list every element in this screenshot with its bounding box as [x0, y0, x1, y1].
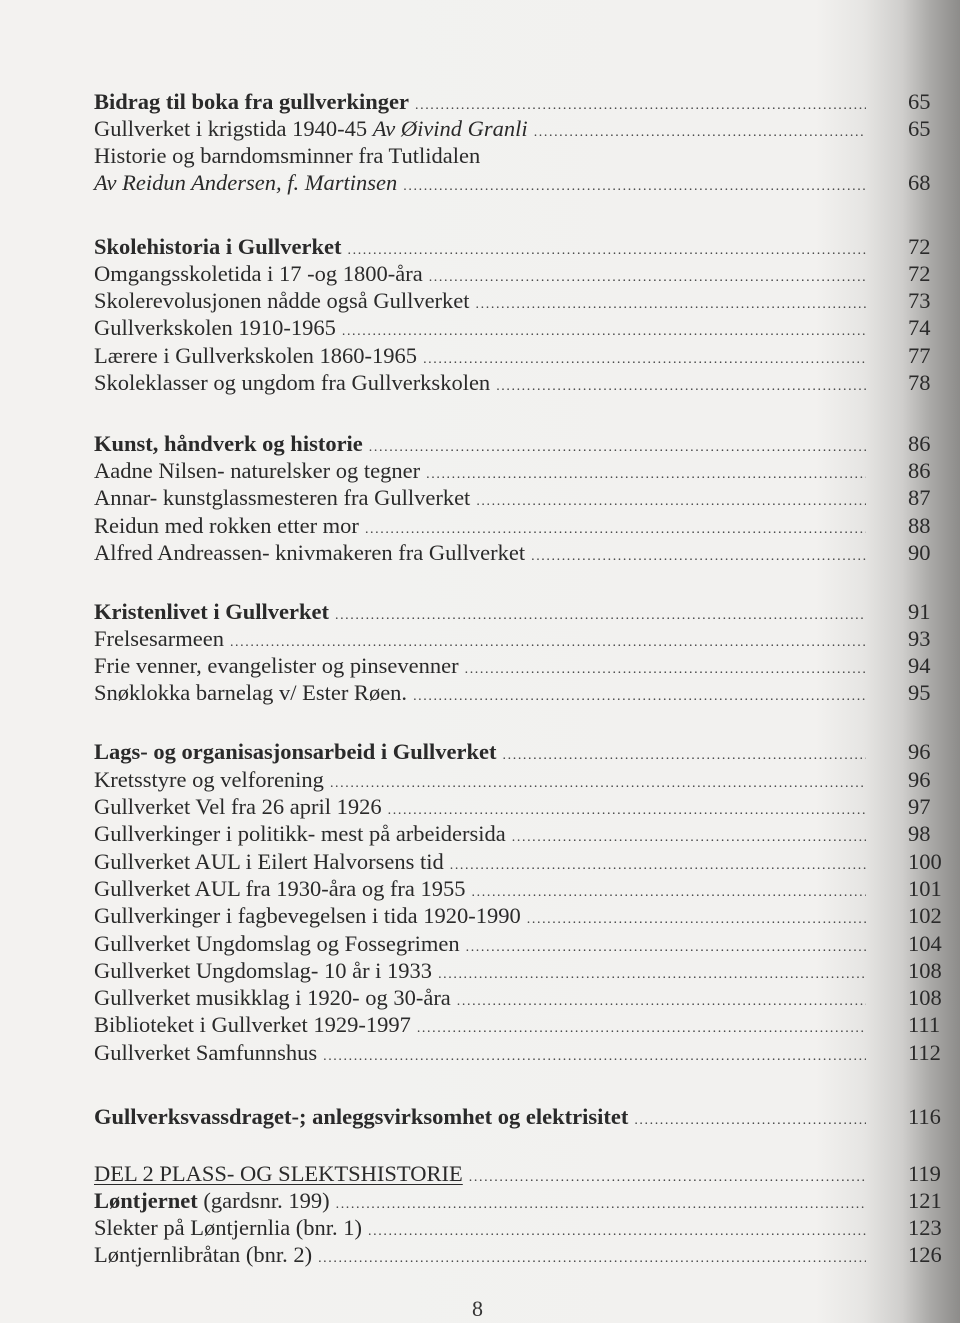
toc-entry-page: 95 [908, 680, 931, 705]
toc-entry-title [94, 679, 407, 707]
toc-entry-page: 77 [908, 343, 931, 368]
toc-entry-title [94, 902, 521, 930]
toc-entry-title-text: Gullverksvassdraget-; anleggsvirksomhet og elektrisitet [94, 1104, 629, 1129]
toc-entry-title [94, 766, 324, 794]
toc-entry-title-text: Annar- kunstglassmesteren fra Gullverket [94, 485, 471, 510]
toc-entry-title-text: Løntjernlibråtan (bnr. 2) [94, 1242, 313, 1267]
toc-entry-title-bold: Løntjernet [94, 1188, 198, 1213]
toc-entry-title-text: Gullverkskolen 1910-1965 [94, 315, 336, 340]
dot-leader [318, 1245, 866, 1273]
toc-entry-title [94, 169, 397, 197]
toc-entry-author: Av Reidun Andersen, f. Martinsen [94, 170, 398, 195]
dot-leader [531, 543, 866, 571]
toc-entry-title [94, 930, 460, 958]
toc-entry-title-text: Gullverkinger i fagbevegelsen i tida 1920-1990 [94, 903, 521, 928]
toc-entry-page: 104 [908, 931, 942, 956]
toc-entry-page: 93 [908, 626, 931, 651]
toc-entry-page: 96 [908, 739, 931, 764]
toc-entry-title-text: Kristenlivet i Gullverket [94, 599, 329, 624]
toc-entry-title [94, 652, 459, 680]
toc-entry-title [94, 1214, 362, 1242]
toc-entry-title [94, 875, 466, 903]
toc-entry-title-text: Snøklokka barnelag v/ Ester Røen. [94, 680, 408, 705]
toc-entry-page: 123 [908, 1215, 942, 1240]
toc-entry-page: 102 [908, 903, 942, 928]
toc-entry-page: 111 [908, 1012, 941, 1037]
toc-entry-page: 94 [908, 653, 931, 678]
toc-entry-title-text: Kunst, håndverk og historie [94, 431, 363, 456]
toc-entry-title-text: Lags- og organisasjonsarbeid i Gullverket [94, 739, 497, 764]
toc-entry-title-text: Gullverket i krigstida 1940-45 [94, 116, 373, 141]
toc-entry-title [94, 233, 342, 261]
toc-entry-page: 112 [908, 1040, 941, 1065]
toc-entry-page: 98 [908, 821, 931, 846]
toc-entry-title [94, 539, 525, 567]
toc-entry-title [94, 115, 528, 143]
toc-entry-title-text: Gullverket Ungdomslag og Fossegrimen [94, 931, 460, 956]
toc-entry [94, 369, 931, 401]
toc-entry-title [94, 625, 224, 653]
toc-entry-title-text: Lærere i Gullverkskolen 1860-1965 [94, 343, 418, 368]
toc-entry-title-text: Skolerevolusjonen nådde også Gullverket [94, 288, 470, 313]
toc-entry [94, 169, 931, 201]
toc-entry-title [94, 88, 409, 116]
toc-entry [94, 1103, 941, 1135]
toc-entry-page: 73 [908, 288, 931, 313]
toc-entry-title-text: Skolehistoria i Gullverket [94, 234, 342, 259]
toc-entry-page: 74 [908, 315, 931, 340]
toc-entry-page: 91 [908, 599, 931, 624]
toc-entry-title-text: Alfred Andreassen- knivmakeren fra Gullverket [94, 540, 526, 565]
toc-entry-title-text: Reidun med rokken etter mor [94, 513, 359, 538]
toc-entry [94, 539, 931, 571]
toc-entry-page: 108 [908, 958, 942, 983]
toc-entry-title-text: Biblioteket i Gullverket 1929-1997 [94, 1012, 411, 1037]
toc-entry-page: 65 [908, 116, 931, 141]
toc-entry-page: 78 [908, 370, 931, 395]
toc-entry-title [94, 1187, 330, 1215]
toc-entry-page: 126 [908, 1242, 942, 1267]
toc-entry-title [94, 260, 423, 288]
toc-entry-title-text: Omgangsskoletida i 17 -og 1800-åra [94, 261, 423, 286]
toc-entry-page: 116 [908, 1104, 941, 1129]
toc-entry-title [94, 457, 420, 485]
toc-entry-title-text: Slekter på Løntjernlia (bnr. 1) [94, 1215, 363, 1240]
toc-entry-author: Av Øivind Granli [372, 116, 528, 141]
toc-entry-title [94, 1039, 317, 1067]
toc-entry-title-text: Gullverket Vel fra 26 april 1926 [94, 794, 382, 819]
dot-leader [496, 373, 866, 401]
toc-entry-title [94, 287, 470, 315]
toc-entry-title-suffix: (gardsnr. 199) [197, 1188, 330, 1213]
toc-entry [94, 1241, 942, 1273]
toc-entry-title-text: Gullverket AUL i Eilert Halvorsens tid [94, 849, 444, 874]
toc-entry-title-text: Kretsstyre og velforening [94, 767, 324, 792]
toc-entry-title [94, 1103, 628, 1131]
dot-leader [634, 1107, 866, 1135]
toc-entry-title [94, 369, 490, 397]
toc-entry-page: 72 [908, 261, 931, 286]
toc-entry-title [94, 984, 451, 1012]
toc-entry-page: 87 [908, 485, 931, 510]
toc-entry-page: 97 [908, 794, 931, 819]
toc-entry-title [94, 848, 444, 876]
toc-entry-page: 121 [908, 1188, 942, 1213]
dot-leader [403, 173, 866, 201]
toc-entry-title [94, 512, 359, 540]
toc-entry-page: 72 [908, 234, 931, 259]
toc-entry-title [94, 738, 497, 766]
toc-entry [94, 1039, 941, 1071]
toc-entry-title [94, 342, 417, 370]
toc-entry-page: 86 [908, 458, 931, 483]
toc-entry-page: 90 [908, 540, 931, 565]
toc-entry-title [94, 142, 480, 170]
toc-entry-page: 86 [908, 431, 931, 456]
toc-entry-title-text: Gullverket AUL fra 1930-åra og fra 1955 [94, 876, 466, 901]
toc-entry-title-text: Historie og barndomsminner fra Tutlidalen [94, 143, 481, 168]
toc-entry-title-text: Skoleklasser og ungdom fra Gullverkskolen [94, 370, 491, 395]
toc-entry-page: 101 [908, 876, 942, 901]
toc-entry-title [94, 793, 382, 821]
toc-entry-title [94, 1160, 463, 1188]
dot-leader [413, 683, 866, 711]
toc-entry-page: 68 [908, 170, 931, 195]
toc-entry-page: 119 [908, 1161, 941, 1186]
toc-entry-title [94, 957, 432, 985]
toc-entry-title [94, 430, 363, 458]
toc-entry [94, 142, 874, 170]
toc-entry-title-text: Gullverket Samfunnshus [94, 1040, 318, 1065]
toc-entry-title [94, 484, 470, 512]
toc-entry-title [94, 598, 329, 626]
dot-leader [323, 1043, 866, 1071]
toc-entry-title-text: Frie venner, evangelister og pinsevenner [94, 653, 459, 678]
toc-entry [94, 679, 931, 711]
toc-entry-title-text: Bidrag til boka fra gullverkinger [94, 89, 409, 114]
toc-entry-title-text: Frelsesarmeen [94, 626, 224, 651]
toc-entry-title-text: DEL 2 PLASS- OG SLEKTSHISTORIE [94, 1161, 463, 1186]
page-number: 8 [472, 1296, 483, 1321]
toc-entry-title [94, 1011, 411, 1039]
toc-entry-page: 108 [908, 985, 942, 1010]
toc-entry-title [94, 820, 506, 848]
toc-entry-page: 65 [908, 89, 931, 114]
toc-entry-page: 88 [908, 513, 931, 538]
toc-entry-title-text: Gullverkinger i politikk- mest på arbeidersida [94, 821, 506, 846]
toc-entry-title-text: Aadne Nilsen- naturelsker og tegner [94, 458, 421, 483]
toc-entry-page: 96 [908, 767, 931, 792]
toc-entry-title [94, 1241, 312, 1269]
toc-entry-page: 100 [908, 849, 942, 874]
toc-entry-title-text: Gullverket musikklag i 1920- og 30-åra [94, 985, 451, 1010]
toc-entry-title [94, 314, 336, 342]
toc-entry-title-text: Gullverket Ungdomslag- 10 år i 1933 [94, 958, 433, 983]
